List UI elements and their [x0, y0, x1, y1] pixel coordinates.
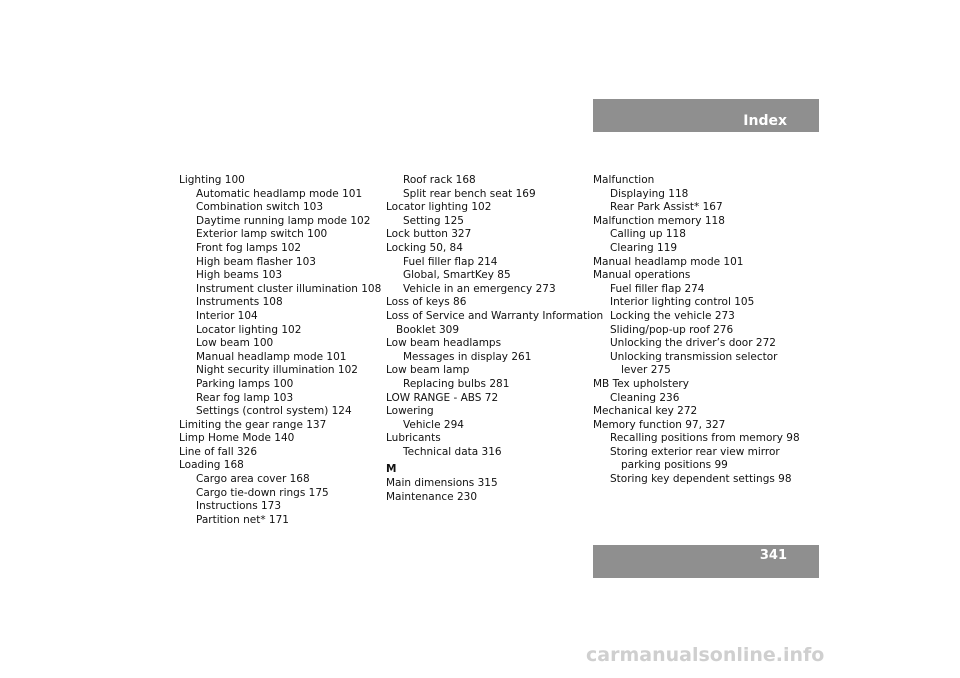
index-entry: Instructions 173: [196, 500, 282, 513]
index-entry: Rear fog lamp 103: [196, 391, 294, 404]
index-entry: Malfunction memory 118: [593, 214, 725, 227]
index-entry: Front fog lamps 102: [196, 241, 302, 254]
index-entry: Unlocking transmission selector: [610, 350, 778, 363]
index-entry: Line of fall 326: [179, 445, 258, 458]
watermark: carmanualsonline.info: [586, 644, 825, 666]
index-entry: Locking 50, 84: [386, 241, 463, 254]
index-entry: Low beam lamp: [386, 364, 470, 377]
index-entry: Limp Home Mode 140: [179, 432, 295, 445]
index-entry: Calling up 118: [610, 228, 686, 241]
index-entry: Storing exterior rear view mirror: [610, 445, 780, 458]
index-entry: Rear Park Assist* 167: [610, 201, 723, 214]
index-entry: Messages in display 261: [403, 350, 532, 363]
index-entry: Split rear bench seat 169: [403, 187, 536, 200]
index-entry: Exterior lamp switch 100: [196, 228, 328, 241]
index-entry: Combination switch 103: [196, 201, 324, 214]
index-entry: Recalling positions from memory 98: [610, 432, 800, 445]
index-letter-heading: M: [386, 463, 397, 476]
index-entry: Loss of Service and Warranty Information: [386, 309, 604, 322]
index-entry: Sliding/pop-up roof 276: [610, 323, 734, 336]
index-entry: Parking lamps 100: [196, 377, 294, 390]
index-entry: Cargo area cover 168: [196, 473, 310, 486]
index-entry: Replacing bulbs 281: [403, 377, 510, 390]
index-entry: Loss of keys 86: [386, 296, 467, 309]
index-entry: Loading 168: [179, 459, 244, 472]
index-entry: Displaying 118: [610, 187, 689, 200]
index-entry: Cleaning 236: [610, 391, 680, 404]
index-entry: Fuel filler flap 274: [610, 282, 705, 295]
index-entry: Fuel filler flap 214: [403, 255, 498, 268]
index-entry: lever 275: [621, 364, 671, 377]
index-entry: Interior 104: [196, 309, 258, 322]
index-entry: Settings (control system) 124: [196, 405, 352, 418]
page-number: 341: [759, 548, 787, 563]
index-entry: Lighting 100: [179, 174, 245, 186]
index-entry: LOW RANGE - ABS 72: [386, 391, 499, 404]
index-entry: Daytime running lamp mode 102: [196, 214, 371, 227]
index-entry: Lock button 327: [386, 228, 472, 241]
index-entry: Low beam 100: [196, 337, 274, 350]
index-entry: Cargo tie-down rings 175: [196, 486, 329, 499]
index-column-1: [179, 174, 381, 527]
index-entry: Limiting the gear range 137: [179, 418, 327, 431]
index-entry: Manual headlamp mode 101: [593, 255, 744, 268]
index-entry: Instruments 108: [196, 296, 283, 309]
section-header-tab: [593, 99, 819, 132]
index-entry: Storing key dependent settings 98: [610, 473, 792, 486]
index-entry: Unlocking the driver’s door 272: [610, 337, 776, 350]
index-entry: MB Tex upholstery: [593, 377, 689, 390]
index-entry: Maintenance 230: [386, 490, 477, 503]
index-entry: Locator lighting 102: [196, 323, 302, 336]
index-column-3: [593, 174, 800, 487]
page-number-tab: [593, 545, 819, 578]
index-entry: Memory function 97, 327: [593, 418, 726, 431]
index-entry: Locking the vehicle 273: [610, 309, 735, 322]
index-entry: High beam flasher 103: [196, 255, 316, 268]
index-entry: Interior lighting control 105: [610, 296, 755, 309]
index-entry: Booklet 309: [396, 323, 460, 336]
index-entry: Partition net* 171: [196, 513, 289, 526]
index-entry: Manual operations: [593, 269, 691, 282]
index-entry: Automatic headlamp mode 101: [196, 187, 363, 200]
index-column-2: [386, 174, 603, 504]
index-entry: Global, SmartKey 85: [403, 269, 511, 282]
index-entry: parking positions 99: [621, 459, 728, 472]
index-entry: Lowering: [386, 405, 434, 418]
index-entry: Locator lighting 102: [386, 201, 492, 214]
index-entry: Mechanical key 272: [593, 405, 698, 418]
index-entry: Night security illumination 102: [196, 364, 358, 377]
index-entry: Technical data 316: [403, 445, 502, 458]
index-entry: Manual headlamp mode 101: [196, 350, 347, 363]
index-entry: Instrument cluster illumination 108: [196, 282, 382, 295]
index-entry: Main dimensions 315: [386, 477, 498, 490]
index-entry: Vehicle 294: [403, 418, 464, 431]
index-entry: Roof rack 168: [403, 174, 476, 186]
index-entry: Vehicle in an emergency 273: [403, 282, 556, 295]
index-entry: Clearing 119: [610, 241, 678, 254]
index-entry: Malfunction: [593, 174, 655, 186]
index-entry: High beams 103: [196, 269, 283, 282]
index-entry: Setting 125: [403, 214, 464, 227]
index-entry: Lubricants: [386, 432, 441, 445]
section-title: Index: [743, 113, 787, 129]
index-entry: Low beam headlamps: [386, 337, 502, 350]
